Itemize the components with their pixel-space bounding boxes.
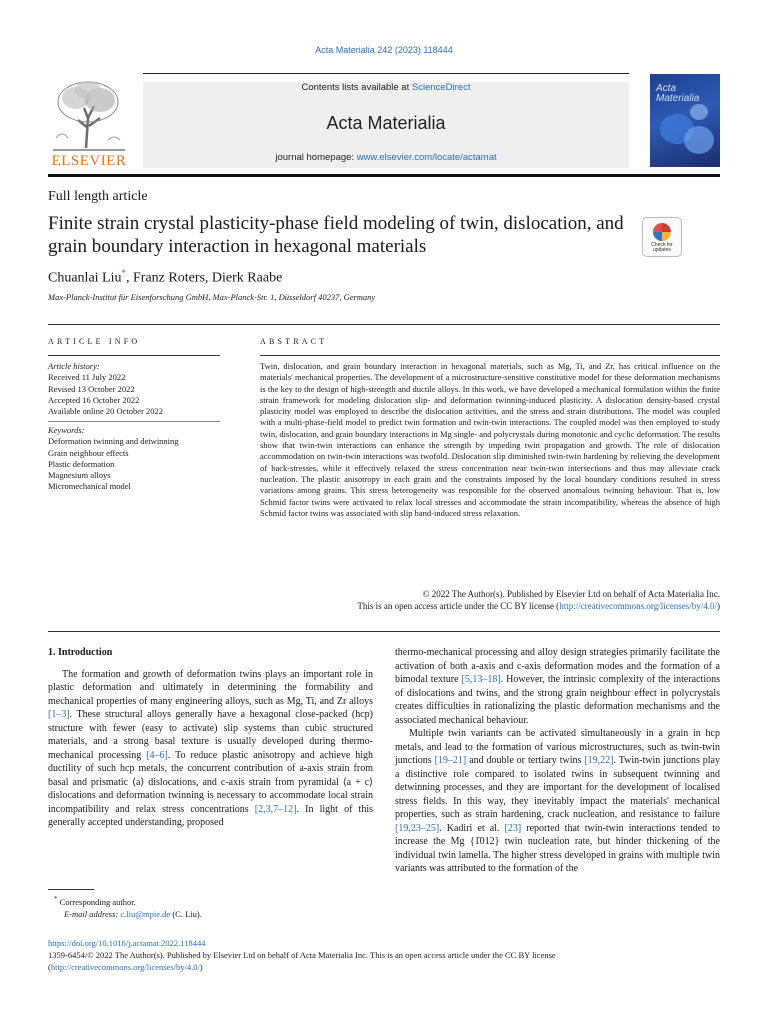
check-for-updates-button[interactable] bbox=[642, 217, 682, 257]
keyword-item: Grain neighbour effects bbox=[48, 447, 129, 458]
section-heading-introduction: 1. Introduction bbox=[48, 647, 113, 658]
header-rule-top bbox=[143, 73, 629, 74]
history-item: Received 11 July 2022 bbox=[48, 372, 126, 383]
check-updates-icon bbox=[653, 223, 671, 241]
history-item: Revised 13 October 2022 bbox=[48, 383, 135, 394]
article-history-label: Article history: bbox=[48, 361, 100, 371]
email-label: E-mail address: bbox=[64, 908, 121, 919]
abstract-text: Twin, dislocation, and grain boundary interaction in hexagonal materials, such as Mg, Ti, and Zr, has critical influence on the materials' mechanical properties. The development of a microstructure-sensitive constitutive model for these deformation mechanisms is the key to the design of high-strength and ductile alloys. In this work, we have developed a mechanical formulation within the finite strain framework for modeling dislocation slip- and deformation twinning-induced plasticity. A dislocation density-based crystal plasticity model was employed to describe the dislocation activities, and the stress and strain distributions. The model was coupled with a multi-phase-field model to predict twin formation and twin-twin interactions. The coupled model was then employed to study twin, dislocation, and grain boundary interactions in Mg single- and polycrystals during monotonic and cyclic deformation. The results show that twin-twin interactions can enhance the strength by impeding twin propagation and growth. The role of dislocation accommodation on twin-twin interactions was twofold. Dislocation slip diminished twin-twin hardening by relieving the development of back-stresses, while it effectively relaxed the stress concentration near twin-twin intersections and thus may alleviate crack nucleation. The plastic anisotropy in each grain and the constraints imposed by the local boundary conditions resulted in stress variations among grains. This stress heterogeneity was responsible for the observed anomalous twinning behaviour. That is, low Schmid factor twins were activated to relax local stresses and accommodate the strain incompatibility, whereas the absence of high Schmid factor twins was associated with slip band-induced stress relaxation. bbox=[260, 361, 720, 518]
footer-license-link[interactable]: http://creativecommons.org/licenses/by/4.0/ bbox=[50, 962, 200, 972]
abstract-copyright bbox=[260, 588, 720, 612]
email-suffix: (C. Liu). bbox=[170, 908, 202, 919]
elsevier-logo[interactable] bbox=[48, 78, 130, 170]
paragraph-text: . Kadiri et al. bbox=[439, 822, 505, 834]
cover-title-line1: Acta bbox=[656, 83, 677, 94]
article-title: Finite strain crystal plasticity-phase field modeling of twin, dislocation, and grain boundary interaction in hexagonal materials bbox=[48, 213, 624, 257]
keyword-item: Plastic deformation bbox=[48, 458, 115, 469]
author-name[interactable]: Chuanlai Liu bbox=[48, 270, 122, 286]
tree-icon bbox=[48, 78, 130, 152]
paragraph-text: . Twin-twin junctions play a distinctive role compared to isolated twins in subsequent twinning and detwinning processes, and they are important for the development of localised stress fields. In this way, they inevitably impact the materials' mechanical properties, such as strain hardening, crack nucleation, and resistance to failure bbox=[395, 755, 720, 820]
footnote-mark: * bbox=[54, 895, 58, 903]
paragraph-text: and double or tertiary twins bbox=[466, 755, 585, 766]
license-prefix: This is an open access article under the CC BY license ( bbox=[357, 601, 560, 611]
history-item: Available online 20 October 2022 bbox=[48, 406, 164, 417]
paragraph-text: . These structural alloys generally have a hexagonal close-packed (hcp) structure with fewer (easy to activate) slip systems than cubic structured materials, and a strong basal texture is usually developed during thermo-mechanical processing bbox=[48, 709, 373, 761]
history-item: Accepted 16 October 2022 bbox=[48, 394, 140, 405]
article-type: Full length article bbox=[48, 189, 148, 204]
citation-link[interactable]: [5,13–18] bbox=[461, 674, 501, 685]
author-affiliation: Max-Planck-Institut für Eisenforschung GmbH, Max-Planck-Str. 1, Düsseldorf 40237, Germany bbox=[48, 292, 376, 302]
keywords-rule bbox=[48, 421, 220, 422]
citation-link[interactable]: [4–6] bbox=[146, 749, 168, 761]
article-info-heading: ARTICLE INFO bbox=[48, 337, 141, 346]
citation-link[interactable]: [19,22] bbox=[584, 755, 614, 766]
citation-link[interactable]: [19,23–25] bbox=[395, 822, 440, 834]
keywords-label: Keywords: bbox=[48, 425, 85, 435]
sciencedirect-link[interactable]: ScienceDirect bbox=[411, 82, 471, 93]
body-left-column bbox=[48, 646, 373, 830]
body-right-column bbox=[395, 646, 720, 876]
journal-homepage-link[interactable]: www.elsevier.com/locate/actamat bbox=[356, 152, 497, 163]
header-rule-thick bbox=[48, 174, 720, 177]
footer-license-line bbox=[48, 961, 720, 973]
footnote-corresponding-text: Corresponding author. bbox=[59, 896, 136, 907]
keyword-item: Micromechanical model bbox=[48, 481, 131, 492]
keyword-item: Magnesium alloys bbox=[48, 470, 111, 481]
journal-title: Acta Materialia bbox=[326, 113, 446, 133]
paragraph-text: reported that twin-twin interactions tended to increase the Mg {1̄012} twin nucleation rate, but hinder thickening of the individual twin lamella. The higher stress developed in grains with multiple twin variants was attributed to the formation of the bbox=[395, 822, 721, 874]
footer-license-prefix: ( bbox=[48, 962, 51, 972]
article-info-rule bbox=[48, 355, 220, 356]
citation-link[interactable]: [2,3,7–12] bbox=[254, 803, 297, 815]
cover-title-line2: Materialia bbox=[656, 93, 700, 104]
corresponding-author-mark[interactable]: * bbox=[121, 268, 126, 278]
author-names-rest: , Franz Roters, Dierk Raabe bbox=[126, 270, 283, 286]
paragraph-text: . To reduce plastic anisotropy and achieve high ductility of such hcp metals, the concurrent contribution of a-axis strain from basal and prismatic ⟨a⟩ dislocations, and c-axis strain from pyramidal ⟨a + c⟩ dislocations and deformation twinning is necessary to accommodate local strain incompatibility and relax stress concentrations bbox=[48, 749, 373, 815]
footnote-corresponding bbox=[54, 893, 374, 908]
paragraph-text: . In light of this generally accepted understanding, proposed bbox=[48, 803, 373, 828]
footnotes bbox=[54, 893, 374, 920]
license-line bbox=[260, 600, 720, 612]
cover-graphic bbox=[690, 104, 708, 120]
cc-license-link[interactable]: http://creativecommons.org/licenses/by/4.0/ bbox=[559, 601, 717, 611]
affiliation-rule bbox=[48, 324, 720, 325]
footnote-email bbox=[54, 908, 374, 920]
paragraph-text: Multiple twin variants can be activated simultaneously in a grain in hcp metals, and lead to the formation of various microstructures, such as twin-twin junctions bbox=[395, 728, 720, 766]
cover-title bbox=[656, 84, 699, 104]
license-suffix: ) bbox=[717, 601, 720, 611]
publisher-logo-text: ELSEVIER bbox=[51, 153, 127, 169]
contents-line bbox=[143, 82, 629, 93]
issn-line: 1359-6454/© 2022 The Author(s). Published by Elsevier Ltd on behalf of Acta Materialia Inc. This is an open access article under the CC BY license bbox=[48, 950, 556, 960]
footnote-rule bbox=[48, 889, 94, 890]
abstract-bottom-rule bbox=[48, 631, 720, 632]
citation-link[interactable]: [23] bbox=[504, 822, 522, 834]
doi-link[interactable]: https://doi.org/10.1016/j.actamat.2022.118444 bbox=[48, 938, 206, 948]
paragraph-text: thermo-mechanical processing and alloy design strategies primarily facilitate the activation of both a-axis and c-axis deformation modes and the formation of a bimodal texture bbox=[395, 647, 720, 685]
author-email-link[interactable]: c.liu@mpie.de bbox=[120, 908, 171, 919]
intro-paragraph-2 bbox=[395, 727, 720, 876]
homepage-prefix: journal homepage: bbox=[275, 152, 357, 163]
author-list bbox=[48, 268, 282, 287]
intro-paragraph-1-continued bbox=[395, 646, 720, 727]
keywords bbox=[48, 425, 220, 493]
copyright-line: © 2022 The Author(s). Published by Elsevier Ltd on behalf of Acta Materialia Inc. bbox=[422, 589, 720, 599]
keyword-item: Deformation twinning and detwinning bbox=[48, 436, 179, 447]
cover-graphic bbox=[684, 126, 714, 154]
journal-citation[interactable]: Acta Materialia 242 (2023) 118444 bbox=[315, 45, 453, 55]
intro-paragraph-1 bbox=[48, 668, 373, 830]
homepage-line bbox=[143, 152, 629, 163]
journal-cover-image[interactable] bbox=[650, 74, 720, 167]
abstract-heading: ABSTRACT bbox=[260, 337, 328, 346]
contents-prefix: Contents lists available at bbox=[301, 82, 412, 93]
article-history bbox=[48, 361, 220, 417]
page-footer bbox=[48, 937, 720, 973]
abstract-rule bbox=[260, 355, 720, 356]
citation-link[interactable]: [19–21] bbox=[434, 755, 467, 766]
check-badge-text: Check for updates bbox=[651, 242, 673, 253]
footer-license-suffix: ) bbox=[199, 962, 203, 972]
paragraph-text: . However, the intrinsic complexity of the interactions of dislocations and twins, and the strong grain neighbour effect in polycrystals creates difficulties in rationalizing the plastic deformation mechanisms and the associated mechanical behaviour. bbox=[395, 674, 720, 726]
paragraph-text: The formation and growth of deformation twins plays an important role in plastic deformation and ultimately in determining the formability and mechanical properties of many engineering alloys, such as Mg, Ti, and Zr alloys bbox=[48, 668, 373, 707]
citation-link[interactable]: [1–3] bbox=[48, 709, 70, 720]
journal-banner bbox=[143, 82, 629, 168]
